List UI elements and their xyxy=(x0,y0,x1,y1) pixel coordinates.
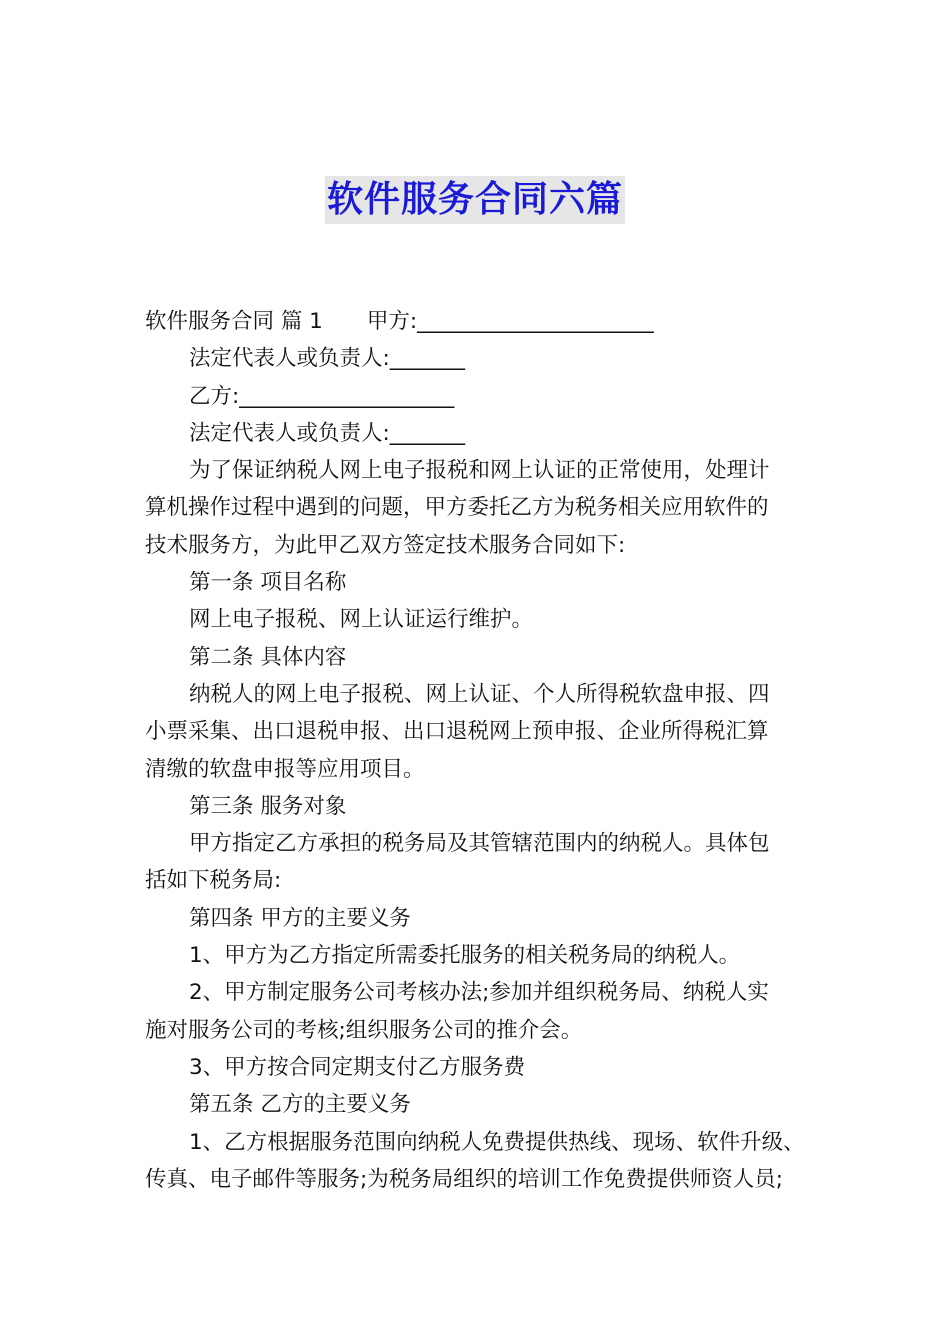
body-line-10: 第二条 具体内容 xyxy=(189,644,347,670)
body-line-19: 2、甲方制定服务公司考核办法;参加并组织税务局、纳税人实 xyxy=(189,980,769,1006)
body-line-9: 网上电子报税、网上认证运行维护。 xyxy=(189,607,534,633)
body-line-7: 技术服务方，为此甲乙双方签定技术服务合同如下: xyxy=(145,532,626,558)
body-line-6: 算机操作过程中遇到的问题，甲方委托乙方为税务相关应用软件的 xyxy=(145,495,769,521)
body-line-17: 第四条 甲方的主要义务 xyxy=(189,905,411,931)
body-line-3: 乙方:____________________ xyxy=(189,383,455,409)
body-line-5: 为了保证纳税人网上电子报税和网上认证的正常使用，处理计 xyxy=(189,458,770,484)
body-line-20: 施对服务公司的考核;组织服务公司的推介会。 xyxy=(145,1017,583,1043)
body-line-2: 法定代表人或负责人:_______ xyxy=(189,346,465,372)
party-a-field: 甲方:______________________ xyxy=(366,309,654,334)
document-title: 软件服务合同六篇 xyxy=(325,176,625,224)
body-line-22: 第五条 乙方的主要义务 xyxy=(189,1092,411,1118)
body-line-11: 纳税人的网上电子报税、网上认证、个人所得税软盘申报、四 xyxy=(189,681,770,707)
body-line-16: 括如下税务局: xyxy=(145,868,282,894)
body-line-14: 第三条 服务对象 xyxy=(189,793,347,819)
body-line-4: 法定代表人或负责人:_______ xyxy=(189,420,465,446)
body-line-18: 1、甲方为乙方指定所需委托服务的相关税务局的纳税人。 xyxy=(189,943,741,969)
body-line-23: 1、乙方根据服务范围向纳税人免费提供热线、现场、软件升级、 xyxy=(189,1129,805,1155)
body-line-21: 3、甲方按合同定期支付乙方服务费 xyxy=(189,1054,526,1080)
body-line-13: 清缴的软盘申报等应用项目。 xyxy=(145,756,425,782)
document-body xyxy=(145,303,810,1198)
body-line-12: 小票采集、出口退税申报、出口退税网上预申报、企业所得税汇算 xyxy=(145,719,769,745)
body-line-15: 甲方指定乙方承担的税务局及其管辖范围内的纳税人。具体包 xyxy=(189,831,770,857)
document-title-block xyxy=(0,176,950,230)
body-line-1 xyxy=(145,303,810,340)
body-line-24: 传真、电子邮件等服务;为税务局组织的培训工作免费提供师资人员; xyxy=(145,1166,783,1192)
body-line-8: 第一条 项目名称 xyxy=(189,570,347,596)
contract-heading: 软件服务合同 篇 1 xyxy=(145,309,323,334)
